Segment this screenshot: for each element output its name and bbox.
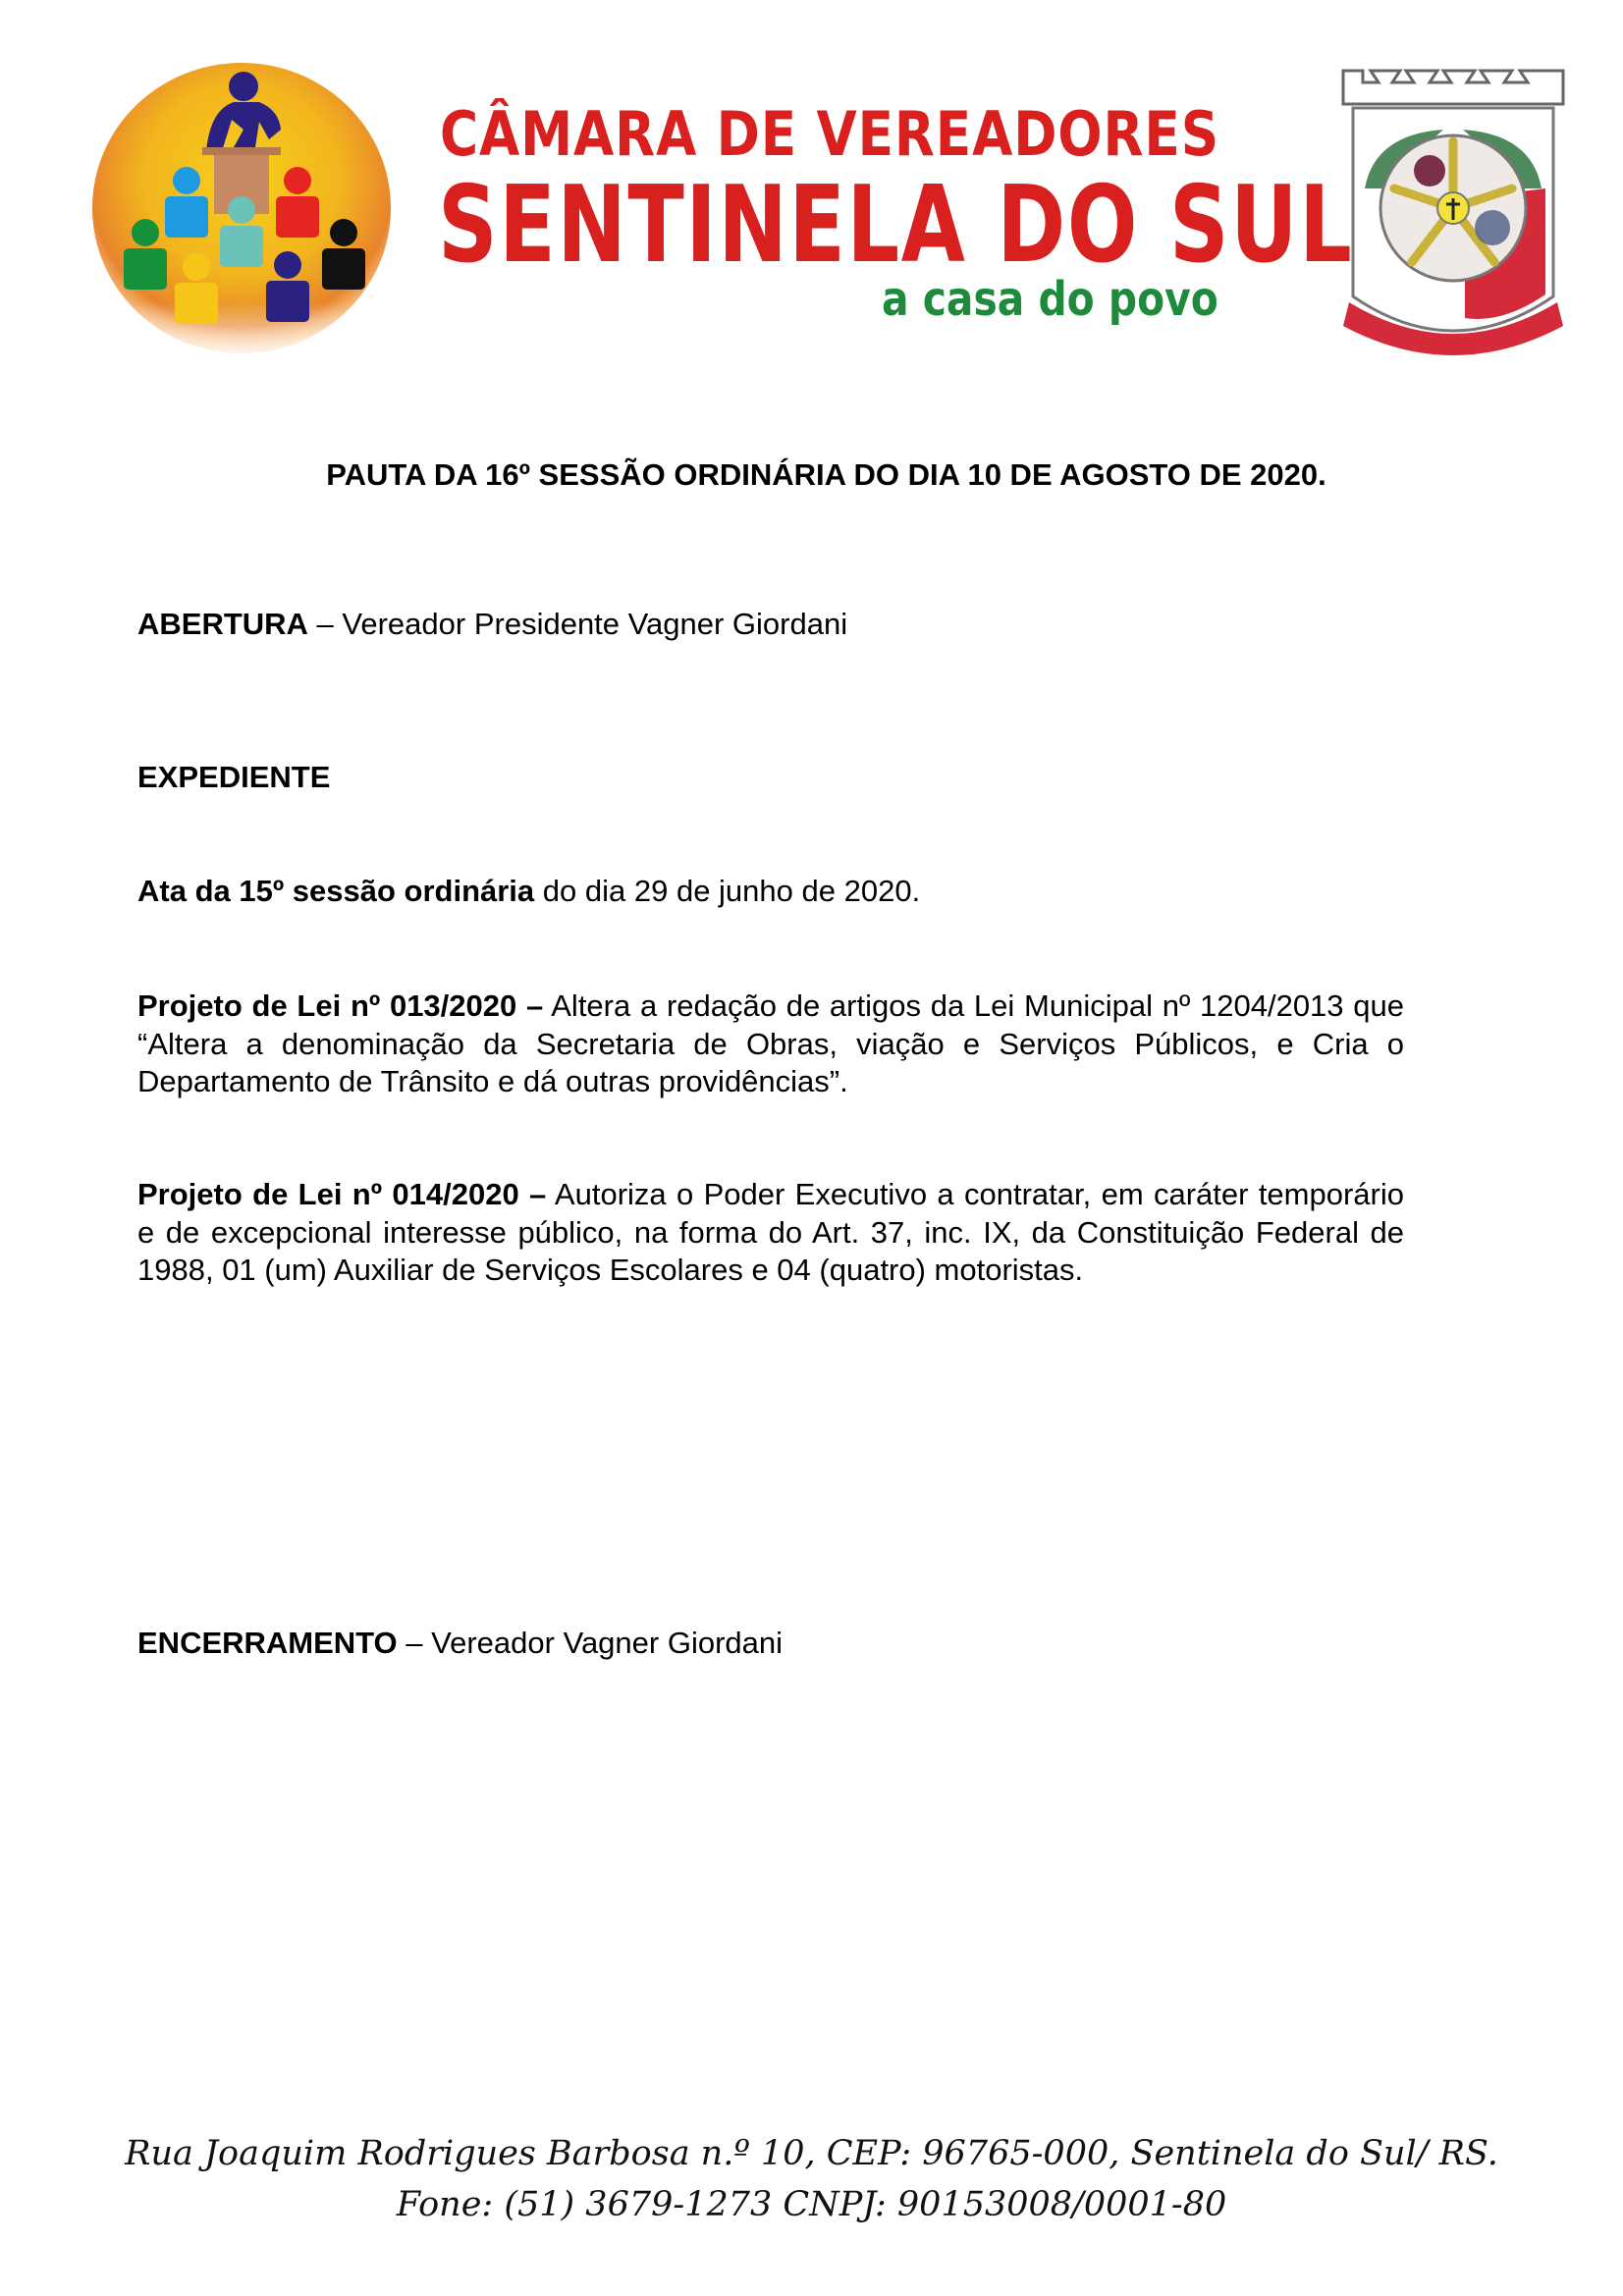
closing-text: Vereador Vagner Giordani [431, 1626, 784, 1660]
agenda-title: PAUTA DA 16º SESSÃO ORDINÁRIA DO DIA 10 DE AGOSTO DE 2020. [326, 457, 1326, 492]
agenda-item-bill-014 [137, 1176, 1404, 1290]
assembly-people-logo-icon [86, 61, 401, 365]
agenda-item-text: Autoriza o Poder Executivo a contratar, em caráter temporário e de excepcional interesse público, na forma do Art. 37, inc. IX, da Constituição Federal de 1988, 01 (um) Auxiliar de Serviços Escolares e 04 (quatro) motoristas. [137, 1177, 1404, 1287]
closing-label: ENCERRAMENTO [137, 1626, 398, 1660]
agenda-item-text: Altera a redação de artigos da Lei Municipal nº 1204/2013 que “Altera a denominação da Secretaria de Obras, viação e Serviços Públicos, e Cria o Departamento de Trânsito e dá outras providências”. [137, 988, 1404, 1098]
opening-text: Vereador Presidente Vagner Giordani [342, 607, 848, 641]
section-heading-expediente: EXPEDIENTE [137, 760, 331, 794]
org-name-line2: SENTINELA DO SUL [438, 164, 1354, 287]
opening-label: ABERTURA [137, 607, 308, 641]
municipal-crest [1335, 61, 1571, 363]
opening-line [137, 607, 847, 642]
footer-address: Rua Joaquim Rodrigues Barbosa n.º 10, CEP: 96765-000, Sentinela do Sul/ RS. [125, 2134, 1498, 2173]
agenda-item-bold: Projeto de Lei nº 014/2020 – [137, 1177, 547, 1211]
organization-wordmark [432, 93, 1354, 339]
agenda-item-text: do dia 29 de junho de 2020. [534, 874, 921, 908]
assembly-logo [86, 61, 401, 365]
agenda-item-minutes [137, 874, 920, 909]
agenda-item-bold: Projeto de Lei nº 013/2020 – [137, 988, 544, 1023]
org-name-line1: CÂMARA DE VEREADORES [440, 98, 1219, 170]
closing-separator: – [397, 1626, 432, 1660]
agenda-item-bold: Ata da 15º sessão ordinária [137, 874, 535, 908]
org-tagline: a casa do povo [882, 272, 1218, 327]
agenda-item-bill-013 [137, 988, 1404, 1101]
closing-line [137, 1626, 783, 1661]
municipal-coat-of-arms-icon [1335, 61, 1571, 363]
opening-separator: – [307, 607, 343, 641]
footer-contact: Fone: (51) 3679-1273 CNPJ: 90153008/0001-80 [396, 2185, 1227, 2224]
